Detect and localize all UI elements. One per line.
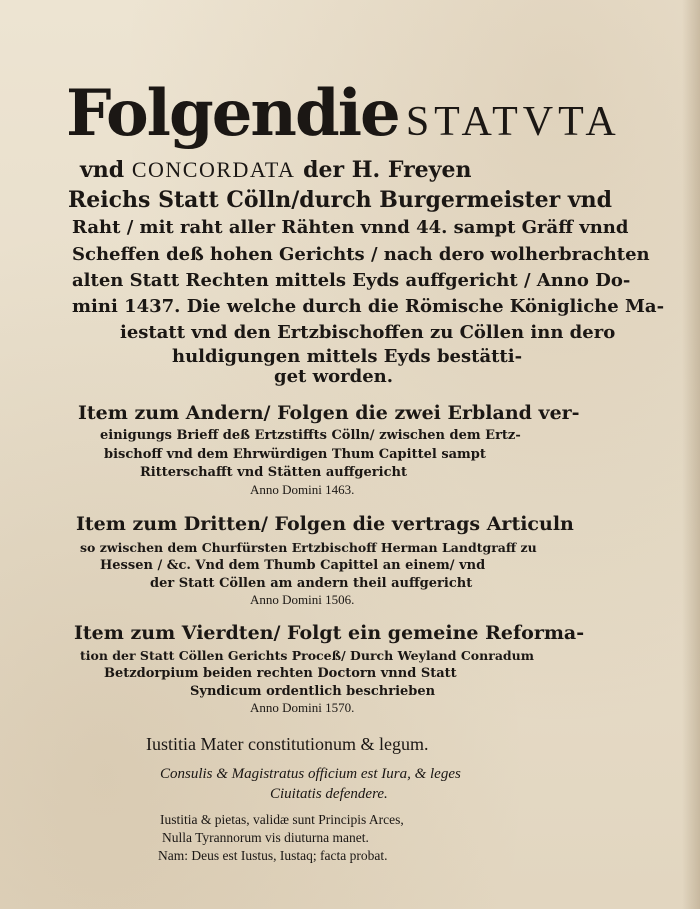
title-line-9: huldigungen mittels Eyds bestätti- <box>172 346 523 367</box>
motto-pietas-2: Nulla Tyrannorum vis diuturna manet. <box>162 830 369 845</box>
section-1-line-3: Ritterschafft vnd Stätten auffgericht <box>140 465 407 480</box>
title-line-5: Scheffen deß hohen Gerichts / nach dero wolherbrachten <box>72 244 650 265</box>
section-2-line-3: der Statt Cöllen am andern theil auffgericht <box>150 576 473 591</box>
section-2-heading: Item zum Dritten/ Folgen die vertrags Articuln <box>76 513 574 535</box>
main-title <box>66 78 626 158</box>
title-line-4: Raht / mit raht aller Rähten vnnd 44. sampt Gräff vnnd <box>72 217 629 238</box>
motto-consulis-2: Ciuitatis defendere. <box>270 786 388 802</box>
title-line-8: iestatt vnd den Ertzbischoffen zu Cöllen inn dero <box>120 322 616 343</box>
section-3-line-3: Syndicum ordentlich beschrieben <box>190 684 436 699</box>
motto-justitia: Iustitia Mater constitutionum & legum. <box>146 734 429 754</box>
title-line-7: mini 1437. Die welche durch die Römische Königliche Ma- <box>72 296 665 317</box>
title-line-2: vnd CONCORDATA der H. Freyen <box>80 157 472 183</box>
title-line-10: get worden. <box>274 366 393 387</box>
motto-pietas-1: Iustitia & pietas, validæ sunt Principis Arces, <box>160 812 404 827</box>
title-blackletter: Folgendie <box>66 76 399 151</box>
motto-pietas-3: Nam: Deus est Iustus, Iustaq; facta probat. <box>158 848 388 863</box>
section-3-line-2: Betzdorpium beiden rechten Doctorn vnnd Statt <box>104 666 457 681</box>
title-line-6: alten Statt Rechten mittels Eyds auffgericht / Anno Do- <box>72 270 631 291</box>
section-2-anno: Anno Domini 1506. <box>250 592 355 607</box>
section-1-line-1: einigungs Brieff deß Ertzstiffts Cölln/ zwischen dem Ertz- <box>100 428 521 443</box>
section-1-line-2: bischoff vnd dem Ehrwürdigen Thum Capittel sampt <box>104 447 486 462</box>
section-1-anno: Anno Domini 1463. <box>250 482 355 497</box>
title-caps: STATVTA <box>405 99 621 145</box>
motto-consulis-1: Consulis & Magistratus officium est Iura, & leges <box>160 766 461 782</box>
section-2-line-2: Hessen / &c. Vnd dem Thumb Capittel an einem/ vnd <box>100 558 486 573</box>
section-2-line-1: so zwischen dem Churfürsten Ertzbischoff Herman Landtgraff zu <box>80 540 537 555</box>
title-line-3: Reichs Statt Cölln/durch Burgermeister vnd <box>68 187 613 213</box>
section-1-heading: Item zum Andern/ Folgen die zwei Erbland ver- <box>78 402 580 424</box>
section-3-anno: Anno Domini 1570. <box>250 700 355 715</box>
section-3-heading: Item zum Vierdten/ Folgt ein gemeine Reforma- <box>74 622 585 644</box>
section-3-line-1: tion der Statt Cöllen Gerichts Proceß/ Durch Weyland Conradum <box>80 648 534 663</box>
